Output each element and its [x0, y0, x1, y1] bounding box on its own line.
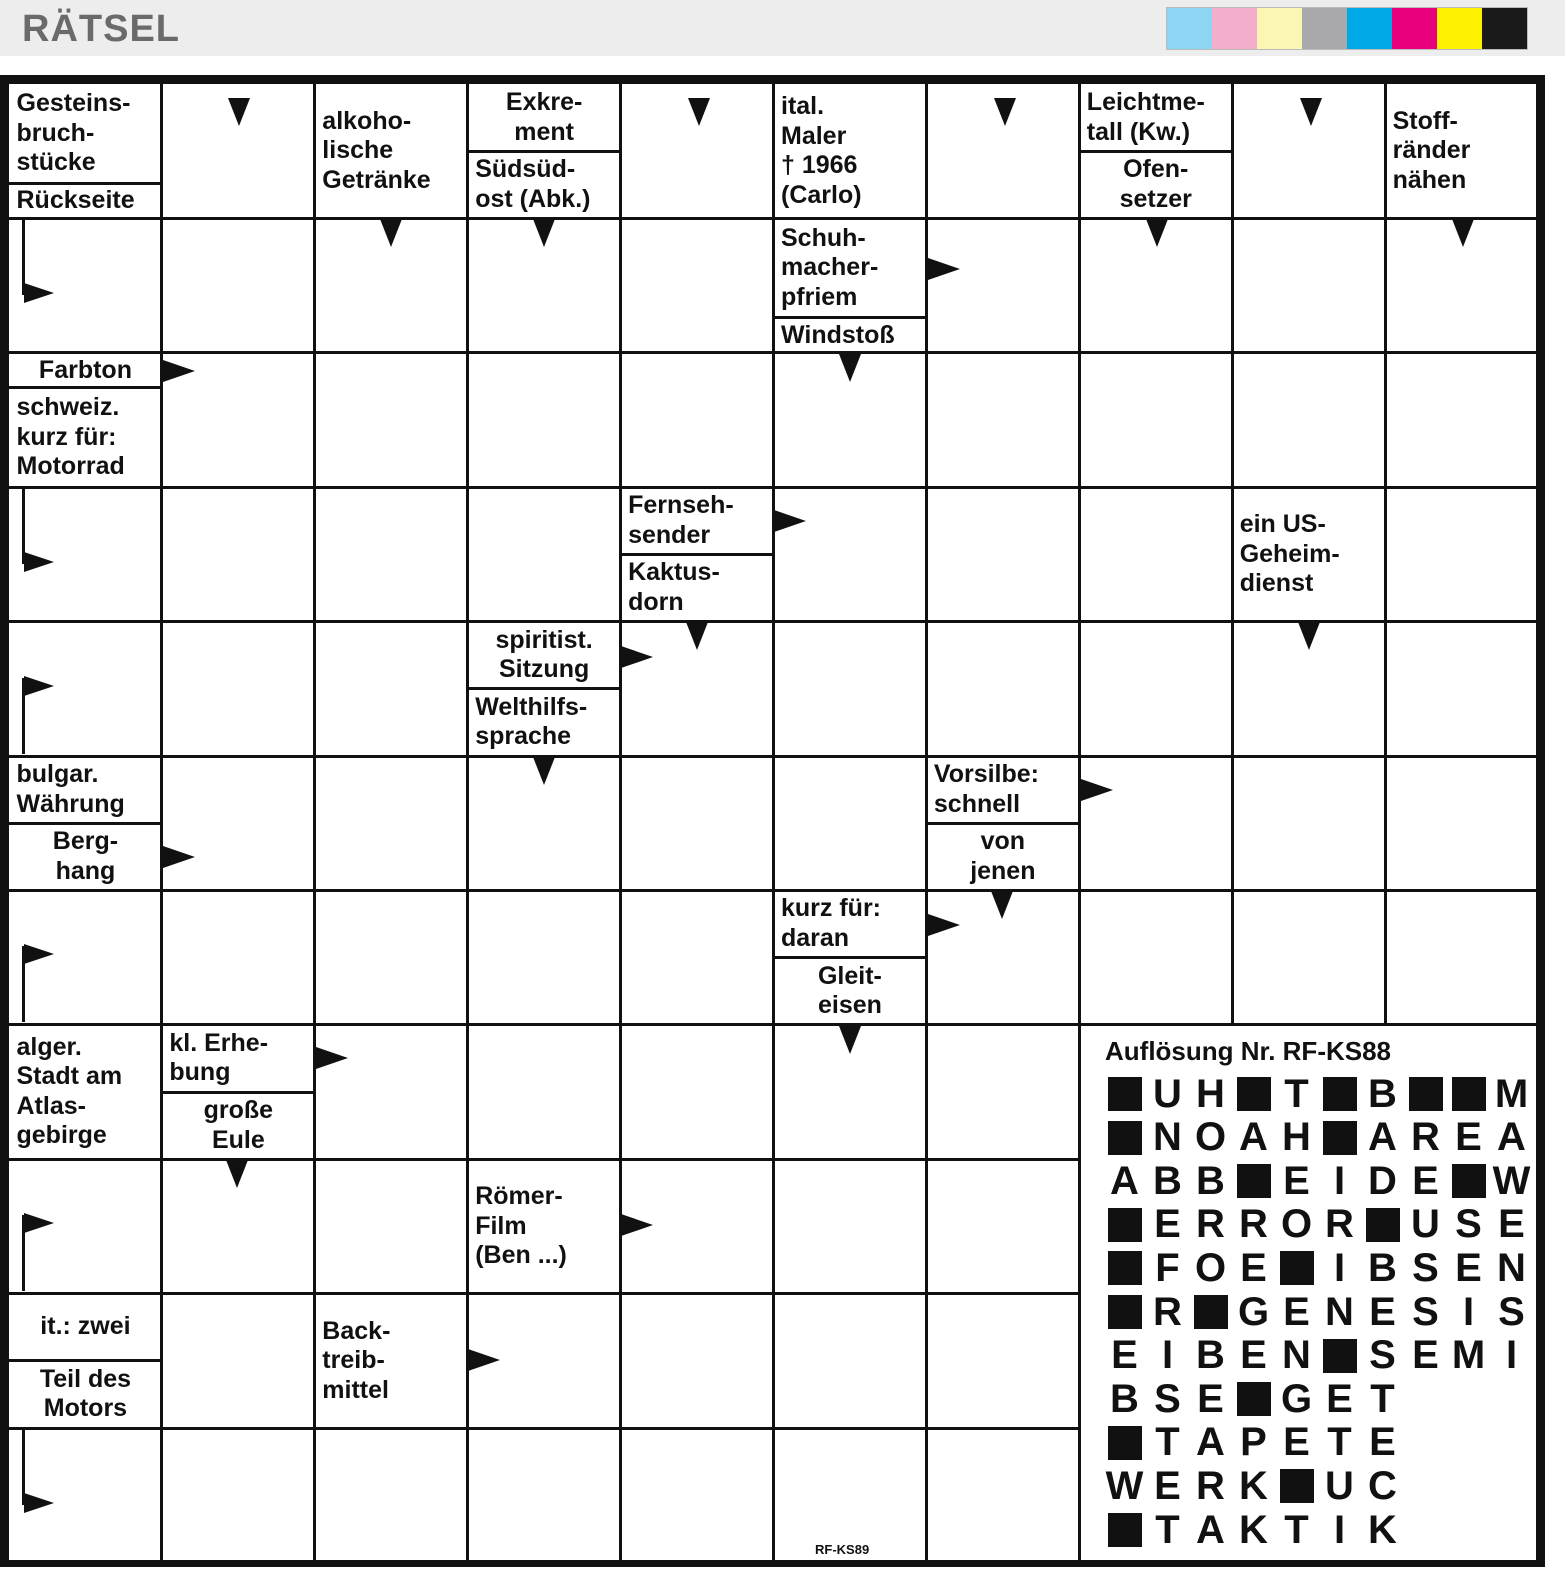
flag-arrow-icon — [24, 1213, 54, 1233]
solution-letter: H — [1282, 1115, 1311, 1160]
solution-letter: E — [1455, 1115, 1482, 1160]
solution-letter: B — [1153, 1158, 1182, 1203]
black-square — [1323, 1339, 1357, 1373]
clue-windstoss: Windstoß — [775, 319, 925, 351]
clue-vorsilbe-schnell: Vorsilbe: schnell — [928, 758, 1078, 822]
arrow-right-icon — [621, 646, 653, 668]
color-swatch — [1257, 8, 1302, 49]
solution-letter: K — [1368, 1507, 1397, 1552]
arrow-down-icon — [994, 98, 1016, 126]
solution-letter: W — [1492, 1158, 1531, 1203]
solution-letter: H — [1196, 1071, 1225, 1116]
solution-letter: T — [1284, 1071, 1309, 1116]
color-swatch — [1167, 8, 1212, 49]
clue-gesteinsbruchstuecke: Gesteins- bruch- stücke — [11, 86, 161, 182]
clue-us-geheimdienst: ein US- Geheim- dienst — [1234, 489, 1384, 620]
solution-letter: K — [1239, 1463, 1268, 1508]
solution-black-square — [1103, 1118, 1146, 1158]
solution-black-square — [1275, 1466, 1318, 1506]
solution-letter: S — [1455, 1202, 1482, 1247]
solution-letter: U — [1153, 1071, 1182, 1116]
solution-black-square — [1447, 1074, 1490, 1114]
clue-kl-erhebung: kl. Erhe- bung — [163, 1026, 313, 1090]
clue-leichtmetall: Leichtme- tall (Kw.) — [1081, 86, 1231, 150]
clue-divider — [926, 822, 1079, 825]
solution-row — [1103, 1376, 1404, 1421]
solution-row — [1103, 1507, 1404, 1552]
solution-letter: D — [1368, 1158, 1397, 1203]
puzzle-code: RF-KS89 — [815, 1542, 870, 1557]
clue-farbton: Farbton — [11, 354, 161, 386]
solution-letter: I — [1505, 1333, 1518, 1378]
solution-row — [1103, 1420, 1404, 1465]
solution-letter: N — [1282, 1333, 1311, 1378]
arrow-down-icon — [533, 219, 555, 247]
solution-black-square — [1189, 1292, 1232, 1332]
solution-letter: C — [1368, 1463, 1397, 1508]
black-square — [1280, 1251, 1314, 1285]
solution-letter: T — [1155, 1507, 1180, 1552]
solution-black-square — [1361, 1205, 1404, 1245]
solution-letter: E — [1498, 1202, 1525, 1247]
solution-letter: I — [1462, 1289, 1475, 1334]
clue-fernsehsender: Fernseh- sender — [622, 489, 772, 553]
flag-arrow-icon — [24, 676, 54, 696]
solution-letter: T — [1155, 1420, 1180, 1465]
solution-letter: I — [1333, 1245, 1346, 1290]
hook-arrow-icon — [24, 1493, 54, 1513]
solution-row — [1103, 1115, 1533, 1160]
solution-letter: B — [1368, 1071, 1397, 1116]
black-square — [1452, 1077, 1486, 1111]
clue-schuhmacherpfriem: Schuh- macher- pfriem — [775, 220, 925, 316]
color-swatch — [1212, 8, 1257, 49]
clue-gleiteisen: Gleit- eisen — [775, 959, 925, 1023]
solution-letter: R — [1325, 1202, 1354, 1247]
solution-row — [1103, 1158, 1533, 1203]
solution-letter: I — [1333, 1158, 1346, 1203]
solution-letter: E — [1369, 1289, 1396, 1334]
black-square — [1108, 1077, 1142, 1111]
clue-teil-motors: Teil des Motors — [11, 1362, 161, 1426]
solution-letter: E — [1240, 1245, 1267, 1290]
solution-letter: E — [1154, 1463, 1181, 1508]
solution-letter: E — [1455, 1245, 1482, 1290]
solution-letter: U — [1411, 1202, 1440, 1247]
solution-black-square — [1103, 1205, 1146, 1245]
clue-backtreibmittel: Back- treib- mittel — [316, 1295, 466, 1426]
solution-letter: A — [1110, 1158, 1139, 1203]
clue-berghang: Berg- hang — [11, 825, 161, 889]
clue-exkrement: Exkre- ment — [469, 86, 619, 150]
solution-letter: E — [1111, 1333, 1138, 1378]
arrow-down-icon — [1146, 219, 1168, 247]
grid-line — [1078, 1025, 1081, 1563]
solution-letter: I — [1333, 1507, 1346, 1552]
color-swatch — [1437, 8, 1482, 49]
clue-divider — [9, 822, 162, 825]
hook-arrow-icon — [24, 552, 54, 572]
solution-row — [1103, 1202, 1533, 1247]
color-swatch — [1392, 8, 1437, 49]
arrow-down-icon — [686, 622, 708, 650]
solution-letter: W — [1105, 1463, 1144, 1508]
black-square — [1237, 1164, 1271, 1198]
arrow-down-icon — [228, 98, 250, 126]
clue-divider — [774, 316, 927, 319]
black-square — [1108, 1251, 1142, 1285]
solution-letter: T — [1370, 1376, 1395, 1421]
solution-letter: M — [1451, 1333, 1486, 1378]
solution-letter: E — [1283, 1420, 1310, 1465]
solution-letter: U — [1325, 1463, 1354, 1508]
solution-black-square — [1318, 1074, 1361, 1114]
arrow-right-icon — [316, 1047, 348, 1069]
clue-kurz-daran: kurz für: daran — [775, 892, 925, 956]
grid-line — [9, 889, 1538, 892]
solution-title: Auflösung Nr. RF-KS88 — [1105, 1036, 1392, 1066]
clue-kaktusdorn: Kaktus- dorn — [622, 556, 772, 620]
solution-letter: S — [1412, 1245, 1439, 1290]
solution-row — [1103, 1245, 1533, 1290]
solution-letter: N — [1497, 1245, 1526, 1290]
solution-letter: B — [1110, 1376, 1139, 1421]
solution-black-square — [1232, 1074, 1275, 1114]
solution-row — [1103, 1463, 1404, 1508]
solution-letter: R — [1196, 1463, 1225, 1508]
clue-divider — [468, 687, 621, 690]
clue-divider — [468, 150, 621, 153]
grid-line — [619, 84, 622, 1562]
solution-letter: R — [1239, 1202, 1268, 1247]
solution-black-square — [1232, 1379, 1275, 1419]
solution-row — [1103, 1071, 1533, 1116]
black-square — [1108, 1208, 1142, 1242]
arrow-down-icon — [839, 1026, 861, 1054]
solution-letter: A — [1196, 1507, 1225, 1552]
solution-panel — [1089, 1030, 1529, 1560]
black-square — [1409, 1077, 1443, 1111]
clue-divider — [9, 182, 162, 185]
black-square — [1237, 1077, 1271, 1111]
solution-letter: G — [1237, 1289, 1270, 1334]
black-square — [1237, 1382, 1271, 1416]
black-square — [1280, 1469, 1314, 1503]
clue-roemer-film: Römer- Film (Ben ...) — [469, 1161, 619, 1292]
black-square — [1366, 1208, 1400, 1242]
solution-black-square — [1103, 1423, 1146, 1463]
solution-black-square — [1103, 1248, 1146, 1288]
clue-divider — [1079, 150, 1232, 153]
solution-letter: F — [1155, 1245, 1180, 1290]
solution-letter: N — [1325, 1289, 1354, 1334]
solution-black-square — [1232, 1161, 1275, 1201]
grid-line — [9, 217, 1538, 220]
solution-letter: E — [1240, 1333, 1267, 1378]
solution-letter: R — [1411, 1115, 1440, 1160]
page-title: RÄTSEL — [22, 8, 180, 50]
solution-letter: M — [1494, 1071, 1529, 1116]
solution-letter: K — [1239, 1507, 1268, 1552]
clue-divider — [9, 1359, 162, 1362]
arrow-down-icon — [533, 757, 555, 785]
header-bar — [0, 0, 1565, 56]
arrow-down-icon — [688, 98, 710, 126]
grid-line — [1078, 84, 1081, 1025]
solution-letter: G — [1280, 1376, 1313, 1421]
grid-line — [9, 1427, 1079, 1430]
color-swatch — [1302, 8, 1347, 49]
solution-black-square — [1103, 1292, 1146, 1332]
solution-letter: E — [1412, 1158, 1439, 1203]
solution-letter: B — [1196, 1158, 1225, 1203]
clue-divider — [621, 553, 774, 556]
solution-letter: B — [1196, 1333, 1225, 1378]
solution-black-square — [1275, 1248, 1318, 1288]
clue-schweiz-motorrad: schweiz. kurz für: Motorrad — [11, 389, 161, 485]
clue-von-jenen: von jenen — [928, 825, 1078, 889]
black-square — [1323, 1077, 1357, 1111]
solution-black-square — [1447, 1161, 1490, 1201]
solution-letter: A — [1497, 1115, 1526, 1160]
arrow-down-icon — [1300, 98, 1322, 126]
arrow-right-icon — [928, 258, 960, 280]
clue-alger-stadt: alger. Stadt am Atlas- gebirge — [11, 1026, 161, 1157]
grid-line — [466, 84, 469, 1562]
flag-arrow-icon — [24, 944, 54, 964]
solution-letter: E — [1412, 1333, 1439, 1378]
solution-black-square — [1103, 1074, 1146, 1114]
solution-letter: T — [1284, 1507, 1309, 1552]
clue-rueckseite: Rückseite — [11, 185, 161, 217]
solution-row — [1103, 1333, 1533, 1378]
solution-black-square — [1103, 1510, 1146, 1550]
black-square — [1108, 1513, 1142, 1547]
color-swatch — [1482, 8, 1527, 49]
arrow-down-icon — [1452, 219, 1474, 247]
solution-letter: S — [1412, 1289, 1439, 1334]
arrow-right-icon — [928, 914, 960, 936]
solution-letter: E — [1283, 1289, 1310, 1334]
arrow-down-icon — [839, 354, 861, 382]
solution-letter: O — [1194, 1245, 1227, 1290]
solution-letter: E — [1369, 1420, 1396, 1465]
black-square — [1108, 1295, 1142, 1329]
solution-letter: A — [1196, 1420, 1225, 1465]
solution-letter: O — [1194, 1115, 1227, 1160]
black-square — [1194, 1295, 1228, 1329]
grid-line — [9, 351, 1538, 354]
solution-black-square — [1318, 1336, 1361, 1376]
clue-grosse-eule: große Eule — [163, 1094, 313, 1158]
solution-letter: E — [1326, 1376, 1353, 1421]
arrow-right-icon — [163, 360, 195, 382]
clue-it-zwei: it.: zwei — [11, 1295, 161, 1359]
solution-letter: R — [1196, 1202, 1225, 1247]
solution-letter: E — [1154, 1202, 1181, 1247]
arrow-right-icon — [774, 510, 806, 532]
solution-letter: B — [1368, 1245, 1397, 1290]
solution-letter: P — [1240, 1420, 1267, 1465]
black-square — [1108, 1426, 1142, 1460]
clue-suedsuedost: Südsüd- ost (Abk.) — [469, 153, 619, 217]
clue-stoffraender: Stoff- ränder nähen — [1387, 86, 1537, 217]
clue-divider — [774, 956, 927, 959]
grid-line — [9, 755, 1538, 758]
black-square — [1452, 1164, 1486, 1198]
black-square — [1108, 1121, 1142, 1155]
color-swatch — [1347, 8, 1392, 49]
clue-welthilfssprache: Welthilfs- sprache — [469, 690, 619, 754]
arrow-down-icon — [226, 1160, 248, 1188]
arrow-down-icon — [380, 219, 402, 247]
solution-row — [1103, 1289, 1533, 1334]
grid-line — [9, 1292, 1079, 1295]
arrow-right-icon — [621, 1214, 653, 1236]
clue-ital-maler: ital. Maler † 1966 (Carlo) — [775, 86, 925, 217]
solution-letter: O — [1280, 1202, 1313, 1247]
solution-letter: S — [1498, 1289, 1525, 1334]
arrow-down-icon — [991, 891, 1013, 919]
color-swatches — [1166, 7, 1528, 50]
arrow-down-icon — [1298, 622, 1320, 650]
arrow-right-icon — [468, 1349, 500, 1371]
solution-black-square — [1318, 1118, 1361, 1158]
clue-ofensetzer: Ofen- setzer — [1081, 153, 1231, 217]
solution-letter: S — [1154, 1376, 1181, 1421]
clue-divider — [9, 386, 162, 389]
black-square — [1323, 1121, 1357, 1155]
clue-alkoholische-getraenke: alkoho- lische Getränke — [316, 86, 466, 217]
solution-letter: I — [1161, 1333, 1174, 1378]
solution-letter: E — [1283, 1158, 1310, 1203]
solution-letter: A — [1239, 1115, 1268, 1160]
solution-letter: S — [1369, 1333, 1396, 1378]
arrow-right-icon — [163, 846, 195, 868]
clue-bulgar-waehrung: bulgar. Währung — [11, 758, 161, 822]
solution-letter: N — [1153, 1115, 1182, 1160]
hook-arrow-icon — [24, 283, 54, 303]
solution-letter: E — [1197, 1376, 1224, 1421]
solution-letter: T — [1327, 1420, 1352, 1465]
clue-divider — [162, 1091, 315, 1094]
solution-letter: A — [1368, 1115, 1397, 1160]
solution-black-square — [1404, 1074, 1447, 1114]
arrow-right-icon — [1081, 779, 1113, 801]
clue-spiritist-sitzung: spiritist. Sitzung — [469, 623, 619, 687]
solution-letter: R — [1153, 1289, 1182, 1334]
grid-line — [1384, 84, 1387, 1025]
